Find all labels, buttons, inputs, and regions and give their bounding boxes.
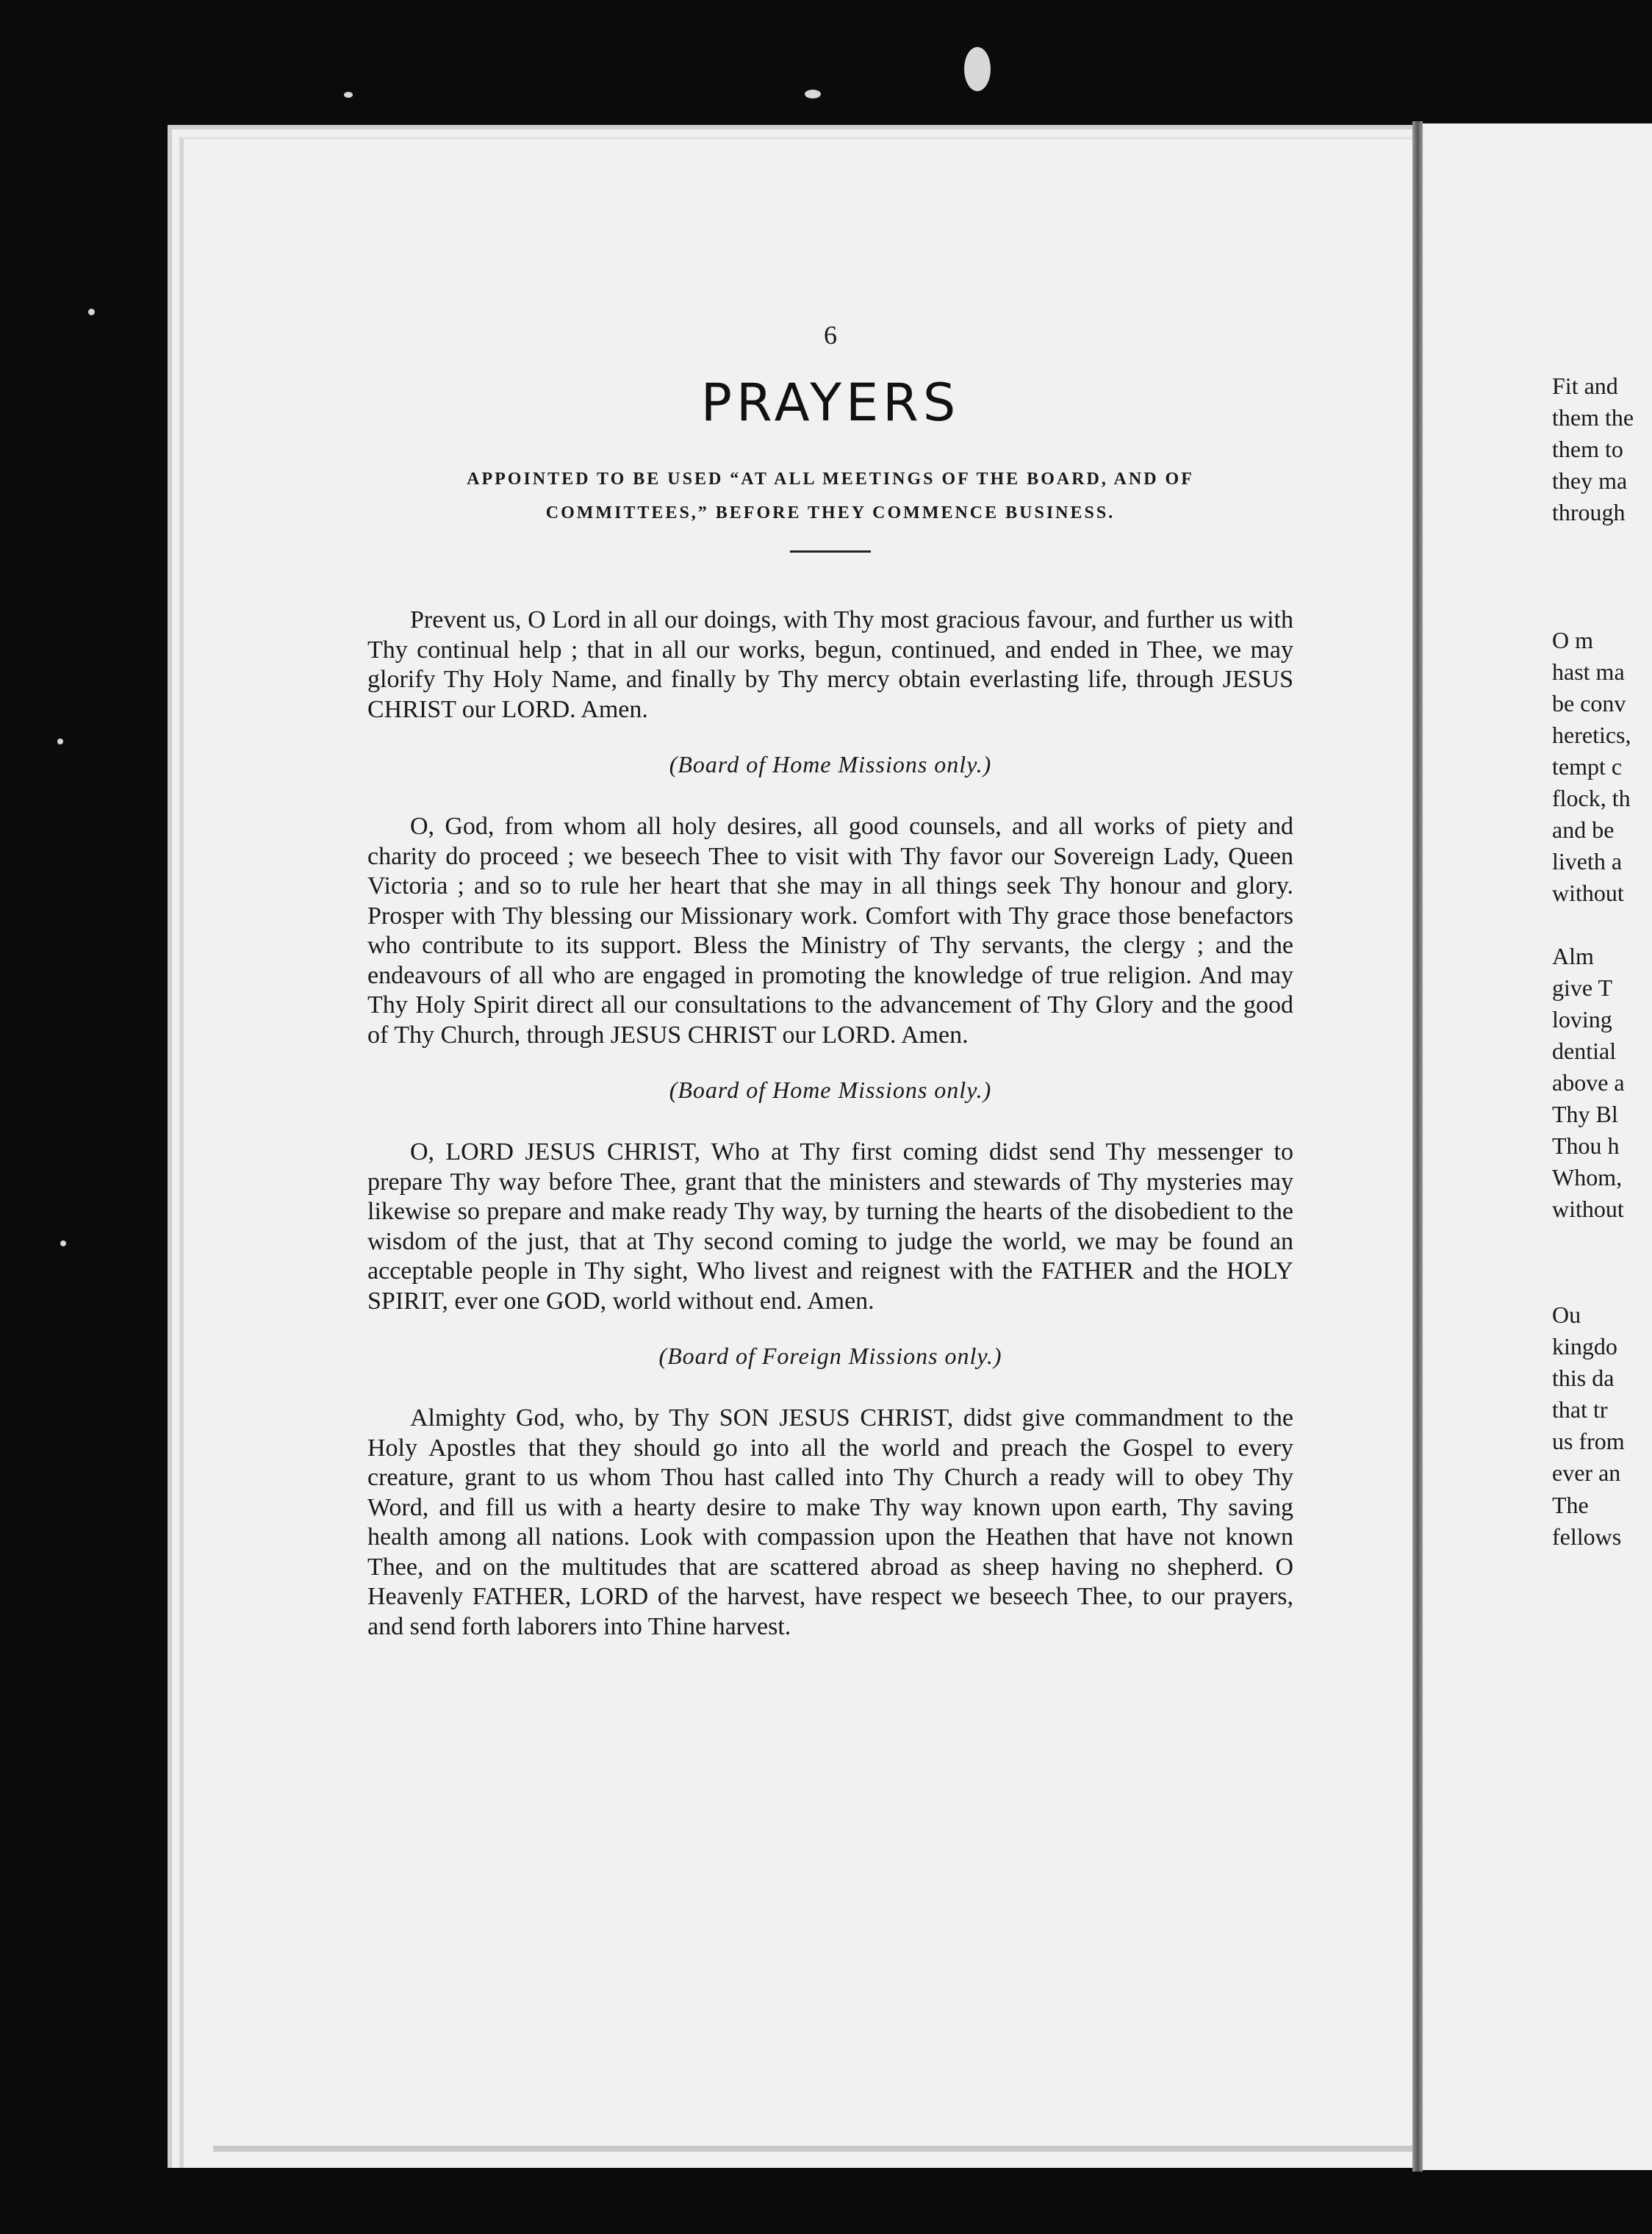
text-fragment: and be [1552,816,1615,843]
left-page-content [367,320,1293,1642]
board-note-3: (Board of Foreign Missions only.) [658,1343,1002,1369]
text-fragment: through [1552,499,1626,525]
text-fragment: without [1552,880,1624,906]
dust-speck [88,309,95,315]
text-fragment: this da [1552,1365,1615,1391]
text-fragment: us from [1552,1428,1625,1454]
text-fragment: The [1552,1492,1589,1518]
text-fragment: give T [1552,974,1613,1001]
dust-speck [805,90,821,98]
text-fragment: above a [1552,1069,1625,1096]
text-fragment: Thy Bl [1552,1101,1618,1127]
text-fragment: flock, th [1552,785,1631,811]
subtitle-line-2: COMMITTEES,” BEFORE THEY COMMENCE BUSINESS. [545,503,1116,522]
text-fragment: them to [1552,436,1623,462]
board-note-2: (Board of Home Missions only.) [669,1077,992,1103]
page-subtitle [367,462,1293,530]
text-fragment: Whom, [1552,1164,1623,1190]
text-fragment: without [1552,1196,1624,1222]
right-page [1423,123,1652,2170]
text-fragment: heretics, [1552,722,1631,748]
page-title: PRAYERS [700,373,960,433]
text-fragment: fellows [1552,1523,1622,1550]
text-fragment: O m [1552,627,1593,653]
prayer-paragraph-3: O, LORD JESUS CHRIST, Who at Thy first coming didst send Thy messenger to prepare Thy way before Thee, grant that the ministers and stewards of Thy mysteries may likewise so prepare and make ready Thy way, by turning the hearts of the disobedient to the wisdom of the just, that at Thy second coming to judge the world, we may be found an acceptable people in Thy sight, Who livest and reignest with the FATHER and the HOLY SPIRIT, ever one GOD, world without end. Amen. [367,1138,1293,1315]
dust-speck [964,47,991,91]
dust-speck [344,92,353,98]
text-fragment: Thou h [1552,1132,1620,1159]
text-fragment: Ou [1552,1301,1581,1328]
right-block-5 [1552,1490,1621,1553]
book-gutter [1412,121,1423,2172]
text-fragment: ever an [1552,1459,1621,1486]
board-note-1: (Board of Home Missions only.) [669,751,992,777]
text-fragment: tempt c [1552,753,1623,780]
right-block-1 [1552,370,1634,528]
divider-rule [790,550,871,553]
dust-speck [60,1240,66,1246]
text-fragment: that tr [1552,1396,1608,1423]
prayer-paragraph-2: O, God, from whom all holy desires, all good counsels, and all works of piety and charity do proceed ; we beseech Thee to visit with Thy favor our Sovereign Lady, Queen Victoria ; and so to rule her heart that she may in all things seek Thy honour and glory. Prosper with Thy blessing our Missionary work. Comfort with Thy grace those benefactors who contribute to its support. Bless the Ministry of Thy servants, the clergy ; and the endeavours of all who are engaged in promoting the knowledge of true religion. And may Thy Holy Spirit direct all our consultations to the advancement of Thy Glory and the good of Thy Church, through JESUS CHRIST our LORD. Amen. [367,813,1293,1049]
dust-speck [57,739,63,744]
text-fragment: them the [1552,404,1634,431]
text-fragment: they ma [1552,467,1628,494]
text-fragment: loving [1552,1006,1612,1032]
right-block-4 [1552,1299,1625,1489]
text-fragment: dential [1552,1038,1617,1064]
prayer-paragraph-1: Prevent us, O Lord in all our doings, with Thy most gracious favour, and further us with Thy continual help ; that in all our works, begun, continued, and ended in Thee, we may glorify Thy Holy Name, and finally by Thy mercy obtain everlasting life, through JESUS CHRIST our LORD. Amen. [367,606,1293,723]
subtitle-line-1: APPOINTED TO BE USED “AT ALL MEETINGS OF THE BOARD, AND OF [467,470,1194,489]
prayer-paragraph-4: Almighty God, who, by Thy SON JESUS CHRIST, didst give commandment to the Holy Apostles that they should go into all the world and preach the Gospel to every creature, grant to us whom Thou hast called into Thy Church a ready will to obey Thy Word, and fill us with a hearty desire to make Thy way known upon earth, Thy saving health among all nations. Look with compassion upon the Heathen that have not known Thee, and on the multitudes that are scattered abroad as sheep having no shepherd. O Heavenly FATHER, LORD of the harvest, have respect we beseech Thee, to our prayers, and send forth laborers into Thine harvest. [367,1404,1293,1640]
text-fragment: be conv [1552,690,1626,716]
text-fragment: hast ma [1552,658,1625,685]
text-fragment: Alm [1552,943,1594,969]
text-fragment: Fit and [1552,373,1618,399]
page-number: 6 [824,320,837,350]
right-block-2 [1552,625,1631,909]
right-block-3 [1552,941,1625,1225]
text-fragment: liveth a [1552,848,1623,874]
text-fragment: kingdo [1552,1333,1617,1360]
